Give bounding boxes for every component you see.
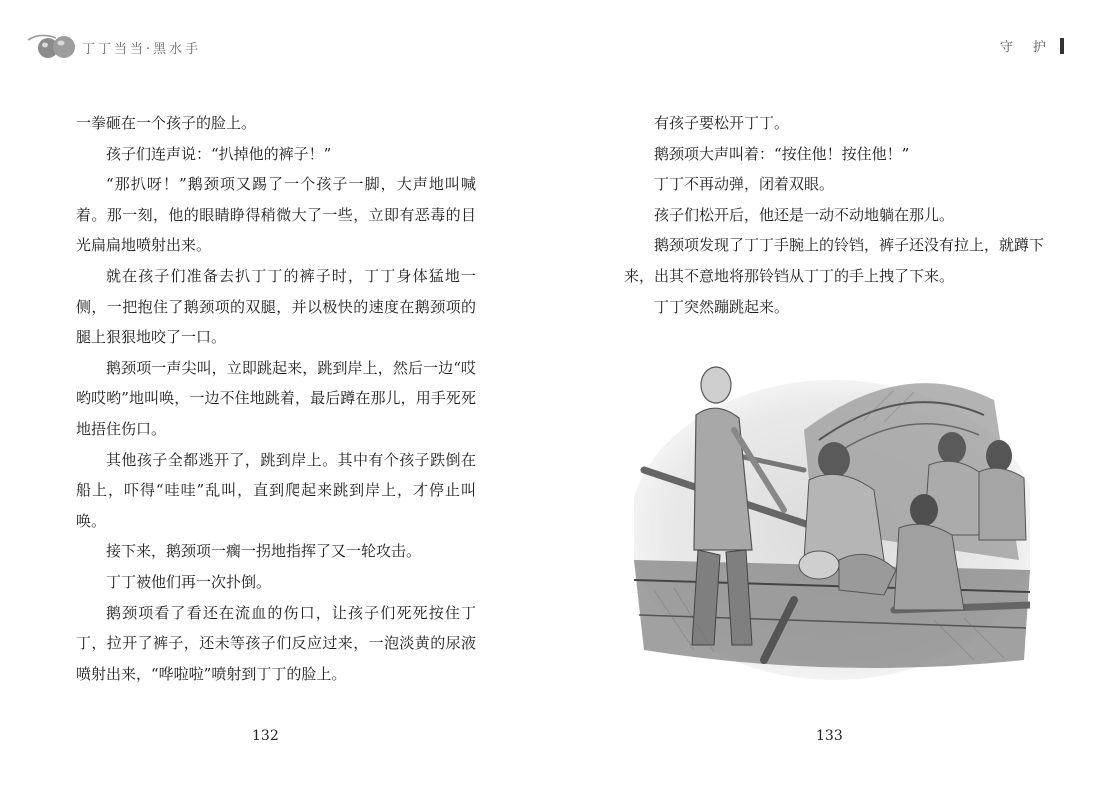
paragraph: 就在孩子们准备去扒丁丁的裤子时，丁丁身体猛地一侧，一把抱住了鹅颈项的双腿，并以极快的速度在鹅颈项的腿上狠狠地咬了一口。: [76, 266, 476, 347]
paragraph: 其他孩子全都逃开了，跳到岸上。其中有个孩子跌倒在船上，吓得“哇哇”乱叫，直到爬起来跳到岸上，才停止叫唤。: [76, 450, 476, 530]
page-number-left: 132: [252, 728, 279, 744]
paragraph: 有孩子要松开丁丁。: [654, 114, 790, 132]
right-page: [548, 0, 1096, 786]
paragraph: 孩子们松开后，他还是一动不动地躺在那儿。: [654, 205, 955, 224]
paragraph: 鹅颈项发现了丁丁手腕上的铃铛，裤子还没有拉上，就蹲下来，出其不意地将那铃铛从丁丁的手上拽了下来。: [624, 236, 1045, 285]
chapter-marker-bar: [1060, 38, 1064, 54]
paragraph: 丁丁被他们再一次扑倒。: [106, 572, 272, 591]
chapter-title: 守 护: [999, 40, 1054, 55]
gourd-logo-icon: [26, 30, 78, 62]
paragraph: “那扒呀！”鹅颈项又踢了一个孩子一脚，大声地叫喊着。那一刻，他的眼睛睁得稍微大了一些，立即有恶毒的目光扁扁地喷射出来。: [76, 175, 476, 255]
boat-scene-illustration: [634, 360, 1030, 680]
page-number-right: 133: [816, 728, 843, 744]
paragraph: 一拳砸在一个孩子的脸上。: [76, 114, 257, 132]
left-page-text: [76, 108, 476, 689]
paragraph: 鹅颈项一声尖叫，立即跳起来，跳到岸上，然后一边“哎哟哎哟”地叫唤，一边不住地跳着，最后蹲在那儿，用手死死地捂住伤口。: [76, 358, 476, 438]
paragraph: 丁丁不再动弹，闭着双眼。: [654, 175, 835, 194]
paragraph: 接下来，鹅颈项一瘸一拐地指挥了又一轮攻击。: [106, 542, 422, 561]
paragraph: 孩子们连声说：“扒掉他的裤子！”: [106, 144, 332, 163]
paragraph: 鹅颈项看了看还在流血的伤口，让孩子们死死按住丁丁，拉开了裤子，还未等孩子们反应过来，一泡淡黄的尿液喷射出来，“哗啦啦”喷射到丁丁的脸上。: [76, 603, 476, 683]
series-title: 丁丁当当·黑水手: [82, 42, 202, 57]
right-page-text: [624, 108, 1044, 322]
paragraph: 丁丁突然蹦跳起来。: [654, 297, 790, 316]
paragraph: 鹅颈项大声叫着：“按住他！按住他！”: [654, 144, 910, 163]
